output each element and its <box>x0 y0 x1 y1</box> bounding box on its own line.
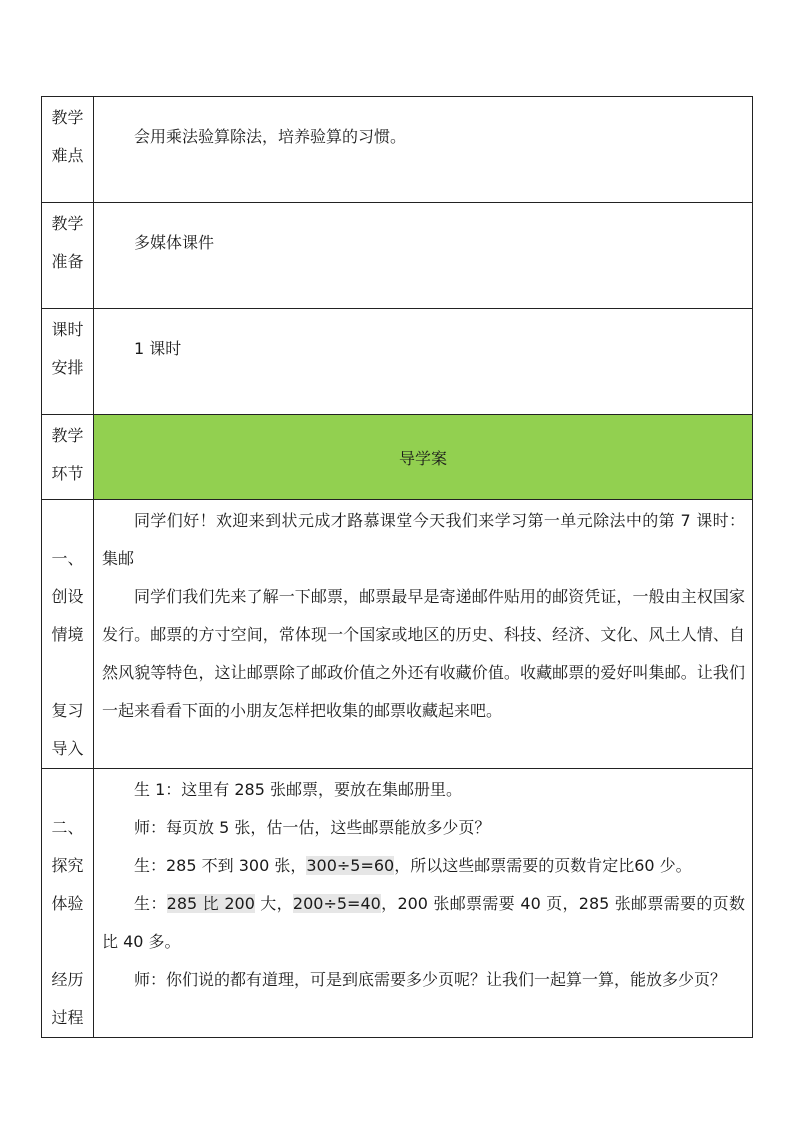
label-line: 导入 <box>51 739 84 758</box>
label-line: 复习 <box>51 701 84 720</box>
row-section-2 <box>42 769 753 1038</box>
label-line: 创设 <box>51 587 84 606</box>
row-content <box>94 97 753 203</box>
label-line: 安排 <box>51 358 84 377</box>
row-header <box>42 415 753 500</box>
dialogue-line: 生 1：这里有 285 张邮票，要放在集邮册里。 <box>134 780 462 799</box>
row-label <box>42 309 94 415</box>
highlight-text: 比 <box>197 894 225 913</box>
row-label <box>42 769 94 1038</box>
label-line: 准备 <box>51 252 84 271</box>
label-line: 经历 <box>51 970 84 989</box>
label-line: 教学 <box>51 214 84 233</box>
highlight-text: 200 <box>224 894 255 913</box>
dialogue-line <box>102 885 745 961</box>
row-label <box>42 203 94 309</box>
highlight-text: 300÷5=60 <box>306 856 395 875</box>
label-line: 情境 <box>51 625 84 644</box>
schedule-text: 1 课时 <box>134 339 182 358</box>
row-content <box>94 203 753 309</box>
text: ，所以这些邮票需要的页数肯定比60 少。 <box>394 856 692 875</box>
spacer <box>42 654 93 692</box>
row-schedule <box>42 309 753 415</box>
lesson-plan-table <box>41 96 753 1038</box>
row-label <box>42 415 94 500</box>
row-section-1 <box>42 500 753 769</box>
spacer <box>42 923 93 961</box>
difficulty-text: 会用乘法验算除法，培养验算的习惯。 <box>134 127 407 146</box>
row-label <box>42 500 94 769</box>
spacer <box>42 502 93 540</box>
text: ，200 张邮票需要 40 页，285 张邮票需要的页数比 40 多。 <box>102 894 745 951</box>
dialogue-line <box>102 847 745 885</box>
label-line: 体验 <box>51 894 84 913</box>
label-line: 课时 <box>51 320 84 339</box>
row-content <box>94 769 753 1038</box>
label-line: 探究 <box>51 856 84 875</box>
intro-paragraph: 同学们好！欢迎来到状元成才路慕课堂今天我们来学习第一单元除法中的第 7 课时：集邮 <box>102 511 745 568</box>
label-line: 环节 <box>51 464 84 483</box>
guide-header: 导学案 <box>94 415 753 500</box>
text: 生：285 不到 300 张， <box>134 856 307 875</box>
text: 大， <box>254 894 293 913</box>
preparation-text: 多媒体课件 <box>134 233 215 252</box>
label-line: 教学 <box>51 108 84 127</box>
label-line: 二、 <box>51 818 84 837</box>
label-line: 一、 <box>51 549 84 568</box>
label-line: 难点 <box>51 146 84 165</box>
label-line: 教学 <box>51 426 84 445</box>
dialogue-line: 师：你们说的都有道理，可是到底需要多少页呢？让我们一起算一算，能放多少页？ <box>134 970 727 989</box>
row-label <box>42 97 94 203</box>
row-difficulty <box>42 97 753 203</box>
dialogue-line: 师：每页放 5 张，估一估，这些邮票能放多少页？ <box>134 818 491 837</box>
highlight-text: 285 <box>166 894 198 913</box>
stamp-paragraph: 同学们我们先来了解一下邮票，邮票最早是寄递邮件贴用的邮资凭证，一般由主权国家发行。邮票的方寸空间，常体现一个国家或地区的历史、科技、经济、文化、风土人情、自然风貌等特色，这让邮票除了邮政价值之外还有收藏价值。收藏邮票的爱好叫集邮。让我们一起来看看下面的小朋友怎样把收集的邮票收藏起来吧。 <box>102 587 745 720</box>
text: 生： <box>134 894 167 913</box>
row-preparation <box>42 203 753 309</box>
highlight-text: 200÷5=40 <box>292 894 381 913</box>
row-content <box>94 500 753 769</box>
spacer <box>42 771 93 809</box>
row-content <box>94 309 753 415</box>
label-line: 过程 <box>51 1008 84 1027</box>
